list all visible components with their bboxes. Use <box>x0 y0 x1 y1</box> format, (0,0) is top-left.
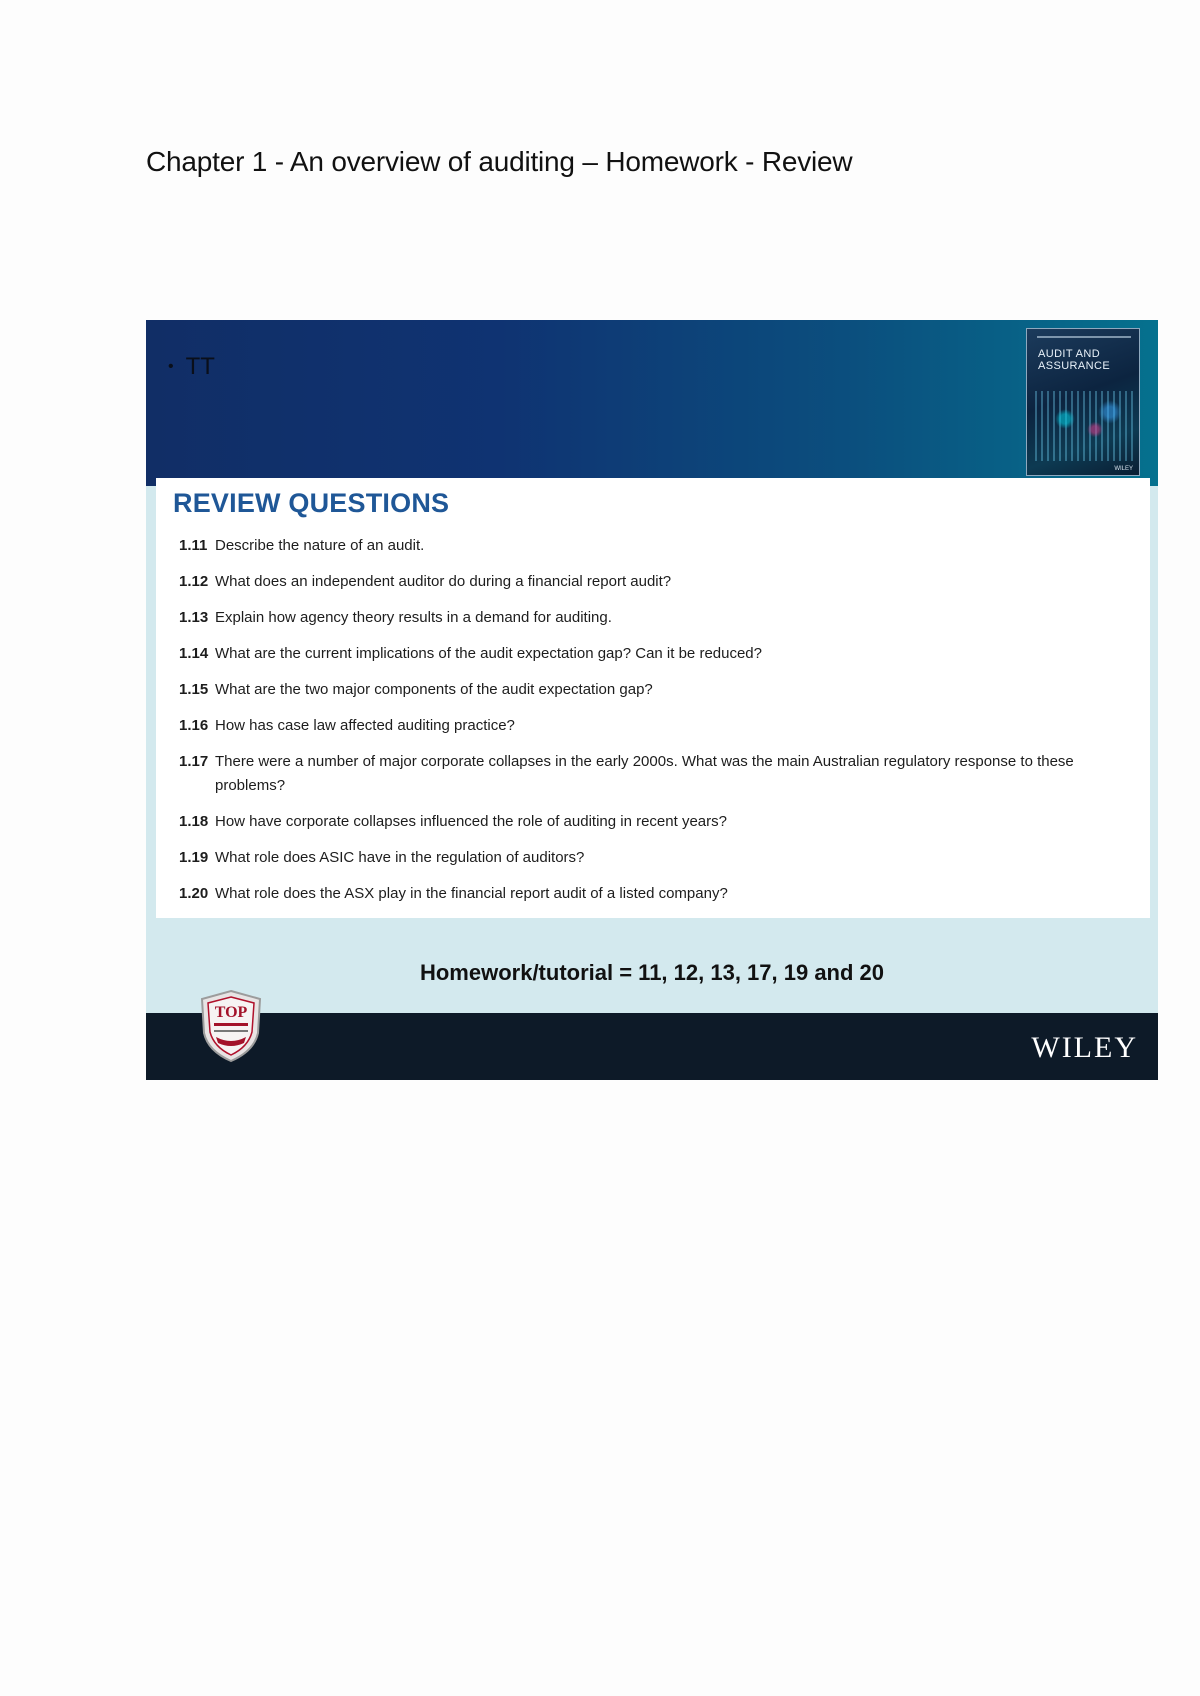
book-publisher: WILEY <box>1114 466 1133 472</box>
bullet-point <box>168 353 215 381</box>
document-title: Chapter 1 - An overview of auditing – Homework - Review <box>146 146 853 177</box>
question-number: 1.18 <box>179 813 209 830</box>
review-questions-heading: REVIEW QUESTIONS <box>173 488 450 518</box>
book-authors-line <box>1037 336 1131 338</box>
question-number: 1.20 <box>179 885 209 902</box>
slide-banner <box>146 320 1158 486</box>
book-title: AUDIT AND ASSURANCE <box>1038 348 1111 372</box>
question-number: 1.13 <box>179 609 209 626</box>
question-number: 1.11 <box>179 537 208 554</box>
question-text: What role does the ASX play in the financial report audit of a listed company? <box>215 885 728 902</box>
question-number: 1.19 <box>179 849 209 866</box>
question-item <box>179 678 1129 702</box>
question-item <box>179 882 1129 906</box>
book-cover-art <box>1035 391 1135 461</box>
question-item <box>179 606 1129 630</box>
review-questions-panel <box>156 478 1150 918</box>
question-number: 1.14 <box>179 645 209 662</box>
slide-footer <box>146 1004 1158 1080</box>
question-text: What are the current implications of the audit expectation gap? Can it be reduced? <box>215 645 762 662</box>
question-item <box>179 714 1129 738</box>
question-text: Explain how agency theory results in a demand for auditing. <box>215 609 612 626</box>
question-item <box>179 810 1129 834</box>
question-item <box>179 642 1129 666</box>
question-number: 1.17 <box>179 753 209 770</box>
crest-text: TOP <box>214 1004 248 1021</box>
question-number: 1.12 <box>179 573 209 590</box>
question-text: What role does ASIC have in the regulation of auditors? <box>215 849 585 866</box>
slide-image <box>146 320 1158 1080</box>
bullet-dot-icon: • <box>168 358 174 375</box>
question-item <box>179 534 1129 558</box>
question-item <box>179 750 1129 798</box>
wiley-logo: WILEY <box>1031 1031 1138 1064</box>
question-text: Describe the nature of an audit. <box>215 537 425 554</box>
bullet-text: TT <box>185 353 215 380</box>
question-text: How has case law affected auditing practice? <box>215 717 515 734</box>
top-education-crest-icon <box>198 989 264 1063</box>
question-text: How have corporate collapses influenced the role of auditing in recent years? <box>215 813 727 830</box>
question-number: 1.15 <box>179 681 209 698</box>
book-cover-image <box>1026 328 1140 476</box>
question-item <box>179 846 1129 870</box>
question-item <box>179 570 1129 594</box>
question-text: There were a number of major corporate collapses in the early 2000s. What was the main Australian regulatory response to these problems? <box>215 753 1074 794</box>
question-number: 1.16 <box>179 717 209 734</box>
question-text: What are the two major components of the audit expectation gap? <box>215 681 653 698</box>
question-list <box>179 534 1129 918</box>
homework-note: Homework/tutorial = 11, 12, 13, 17, 19 and 20 <box>419 960 885 985</box>
question-text: What does an independent auditor do during a financial report audit? <box>215 573 672 590</box>
